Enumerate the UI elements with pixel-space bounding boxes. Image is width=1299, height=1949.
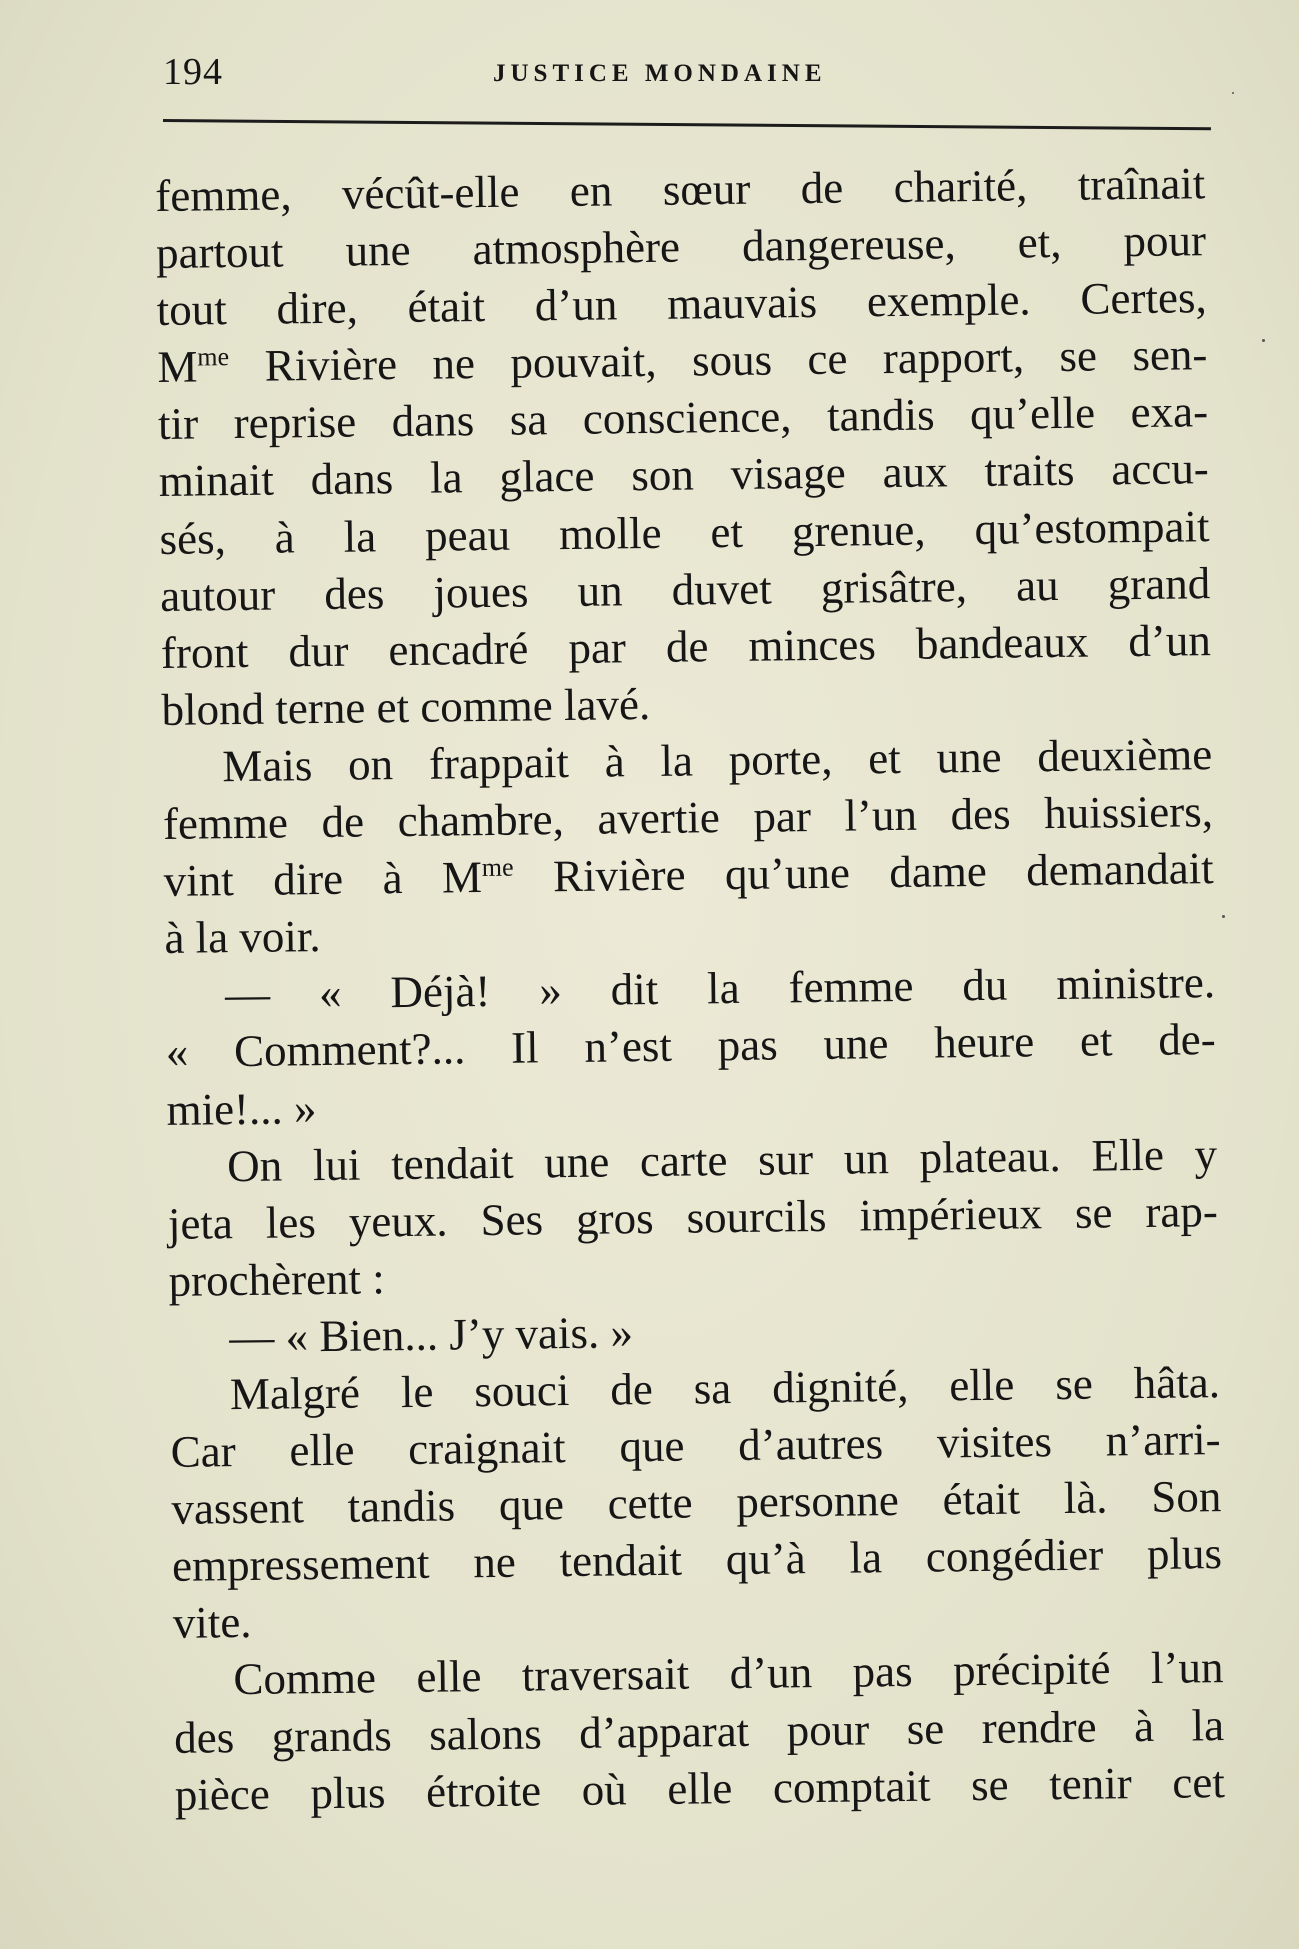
- text-line: sés, à la peau molle et grenue, qu’estompait: [159, 500, 1210, 564]
- paper-speck: [1262, 339, 1265, 342]
- superscript: me: [481, 852, 514, 883]
- text-line: blond terne et comme lavé.: [161, 678, 651, 735]
- text-line: jeta les yeux. Ses gros sourcils impérieux se rap-: [167, 1185, 1219, 1249]
- text-line: Mais on frappait à la porte, et une deuxième: [222, 729, 1213, 792]
- text-line: tout dire, était d’un mauvais exemple. Certes,: [156, 272, 1207, 336]
- text-line: partout une atmosphère dangereuse, et, pour: [155, 215, 1207, 279]
- text-fragment: vint dire à M: [163, 852, 483, 907]
- text-line: à la voir.: [164, 911, 321, 964]
- text-fragment: M: [157, 341, 198, 393]
- text-line: Car elle craignait que d’autres visites n’arri-: [170, 1414, 1221, 1477]
- text-line: Malgré le souci de sa dignité, elle se hâta.: [229, 1357, 1221, 1420]
- text-line: vassent tandis que cette personne était là. Son: [171, 1471, 1222, 1535]
- text-fragment: Rivière qu’une dame demandait: [513, 843, 1214, 902]
- text-fragment: Rivière ne pouvait, sous ce rapport, se sen-: [228, 329, 1208, 392]
- text-line: femme, vécût-elle en sœur de charité, traînait: [155, 158, 1206, 221]
- paper-speck: [1232, 92, 1234, 94]
- header-rule: [163, 119, 1211, 130]
- paper-speck: [1222, 915, 1225, 918]
- superscript: me: [197, 342, 230, 372]
- text-line: pièce plus étroite où elle comptait se tenir cet: [174, 1756, 1226, 1820]
- body-text: [155, 155, 1230, 1823]
- text-line: autour des joues un duvet grisâtre, au grand: [159, 557, 1211, 621]
- text-line: On lui tendait une carte sur un plateau. Elle y: [226, 1128, 1218, 1191]
- text-line: tir reprise dans sa conscience, tandis qu’elle exa-: [157, 386, 1209, 450]
- text-line: « Comment?... Il n’est pas une heure et de-: [165, 1014, 1217, 1078]
- text-line: des grands salons d’apparat pour se rendre à la: [173, 1699, 1225, 1763]
- text-line: empressement ne tendait qu’à la congédier plus: [171, 1528, 1223, 1592]
- text-line: — « Bien... J’y vais. »: [228, 1307, 634, 1363]
- text-line: minait dans la glace son visage aux traits accu-: [158, 443, 1210, 507]
- text-line: front dur encadré par de minces bandeaux d’un: [160, 614, 1212, 678]
- text-line: vite.: [172, 1597, 252, 1649]
- text-line: femme de chambre, avertie par l’un des huissiers,: [162, 786, 1214, 849]
- running-title: JUSTICE MONDAINE: [493, 60, 827, 87]
- text-line: prochèrent :: [168, 1253, 386, 1306]
- page-number: 194: [163, 51, 223, 93]
- text-line: Comme elle traversait d’un pas précipité l’un: [233, 1642, 1224, 1705]
- text-line: — « Déjà! » dit la femme du ministre.: [224, 957, 1216, 1020]
- page-header: [163, 50, 1208, 100]
- text-line: mie!... »: [166, 1082, 317, 1135]
